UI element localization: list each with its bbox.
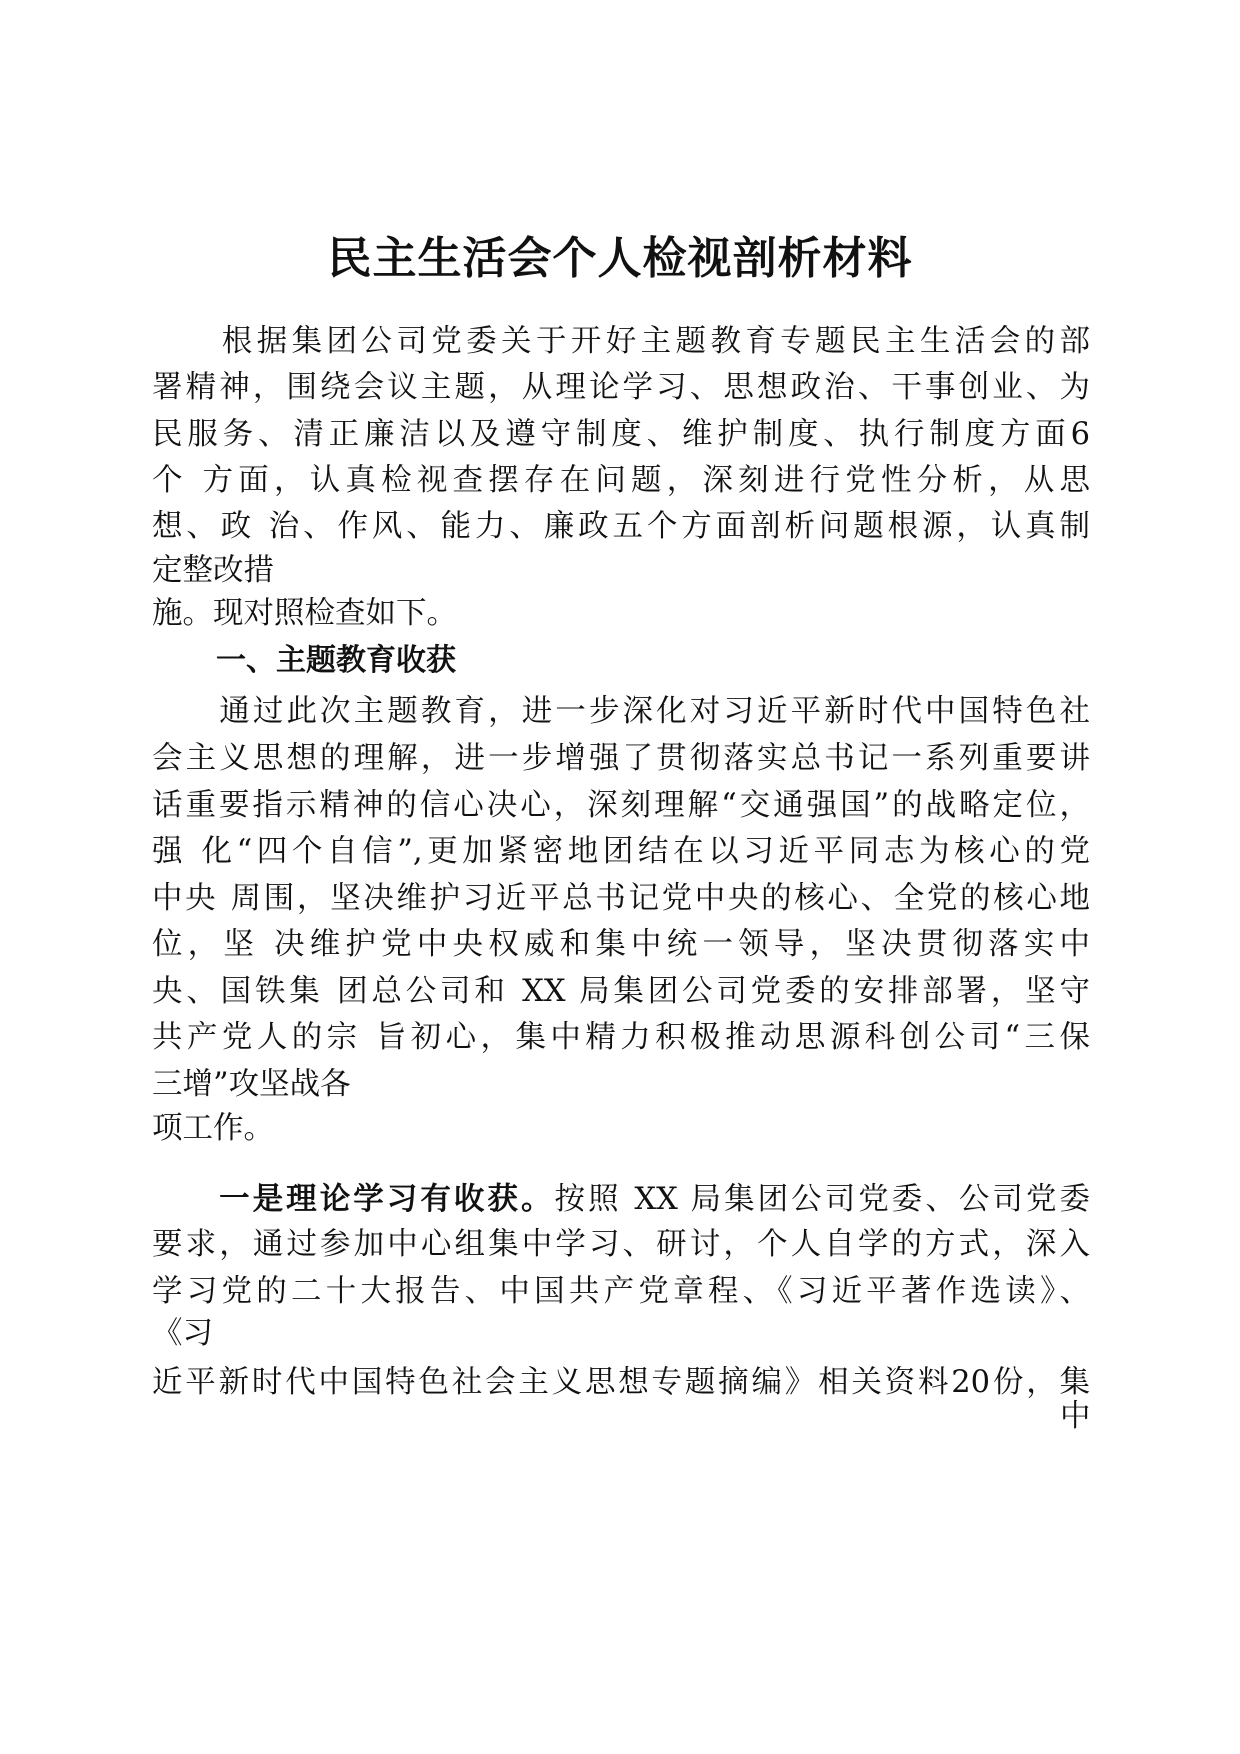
intro-line-4: 个 方面，认真检视查摆存在问题，深刻进行党性分析，从思 [152,463,1090,498]
section1-line-4: 强 化“四个自信”,更加紧密地团结在以习近平同志为核心的党 [152,834,1090,869]
section1-line-2: 会主义思想的理解，进一步增强了贯彻落实总书记一系列重要讲 [152,741,1090,776]
para2-line-4: 《习 [152,1316,213,1351]
section1-line-3: 话重要指示精神的信心决心，深刻理解“交通强国”的战略定位， [152,788,1090,823]
section1-line-6: 位，坚 决维护党中央权威和集中统一领导，坚决贯彻落实中 [152,927,1090,962]
intro-line-1: 根据集团公司党委关于开好主题教育专题民主生活会的部 [152,324,1090,359]
section1-line-5: 中央 周围，坚决维护习近平总书记党中央的核心、全党的核心地 [152,881,1090,916]
intro-line-3: 民服务、清正廉洁以及遵守制度、维护制度、执行制度方面6 [152,417,1090,452]
document-title: 民主生活会个人检视剖析材料 [327,233,913,284]
para2-first-rest: 按照 XX 局集团公司党委、公司党委 [554,1182,1090,1217]
para2-lead: 一是理论学习有收获。 [152,1181,555,1217]
intro-line-6: 定整改措 [152,553,274,588]
section1-line-9: 三增”攻坚战各 [152,1067,351,1102]
para2-line-1 [152,1179,1090,1220]
section1-line-10: 项工作。 [152,1111,274,1146]
para2-line-2: 要求，通过参加中心组集中学习、研讨，个人自学的方式，深入 [152,1227,1090,1262]
para2-line-5: 近平新时代中国特色社会主义思想专题摘编》相关资料20份，集 [152,1365,1090,1400]
para2-line-6: 中 [1060,1399,1091,1434]
intro-line-5: 想、政 治、作风、能力、廉政五个方面剖析问题根源，认真制 [152,509,1090,544]
section-heading-1: 一、主题教育收获 [216,643,456,678]
section1-line-8: 共产党人的宗 旨初心，集中精力积极推动思源科创公司“三保 [152,1020,1090,1055]
section1-line-1: 通过此次主题教育，进一步深化对习近平新时代中国特色社 [152,694,1090,729]
para2-line-3: 学习党的二十大报告、中国共产党章程、《习近平著作选读》、 [152,1274,1090,1309]
intro-line-7: 施。现对照检查如下。 [152,596,457,631]
section1-line-7: 央、国铁集 团总公司和 XX 局集团公司党委的安排部署，坚守 [152,974,1090,1009]
intro-line-2: 署精神，围绕会议主题，从理论学习、思想政治、干事创业、为 [152,370,1090,405]
